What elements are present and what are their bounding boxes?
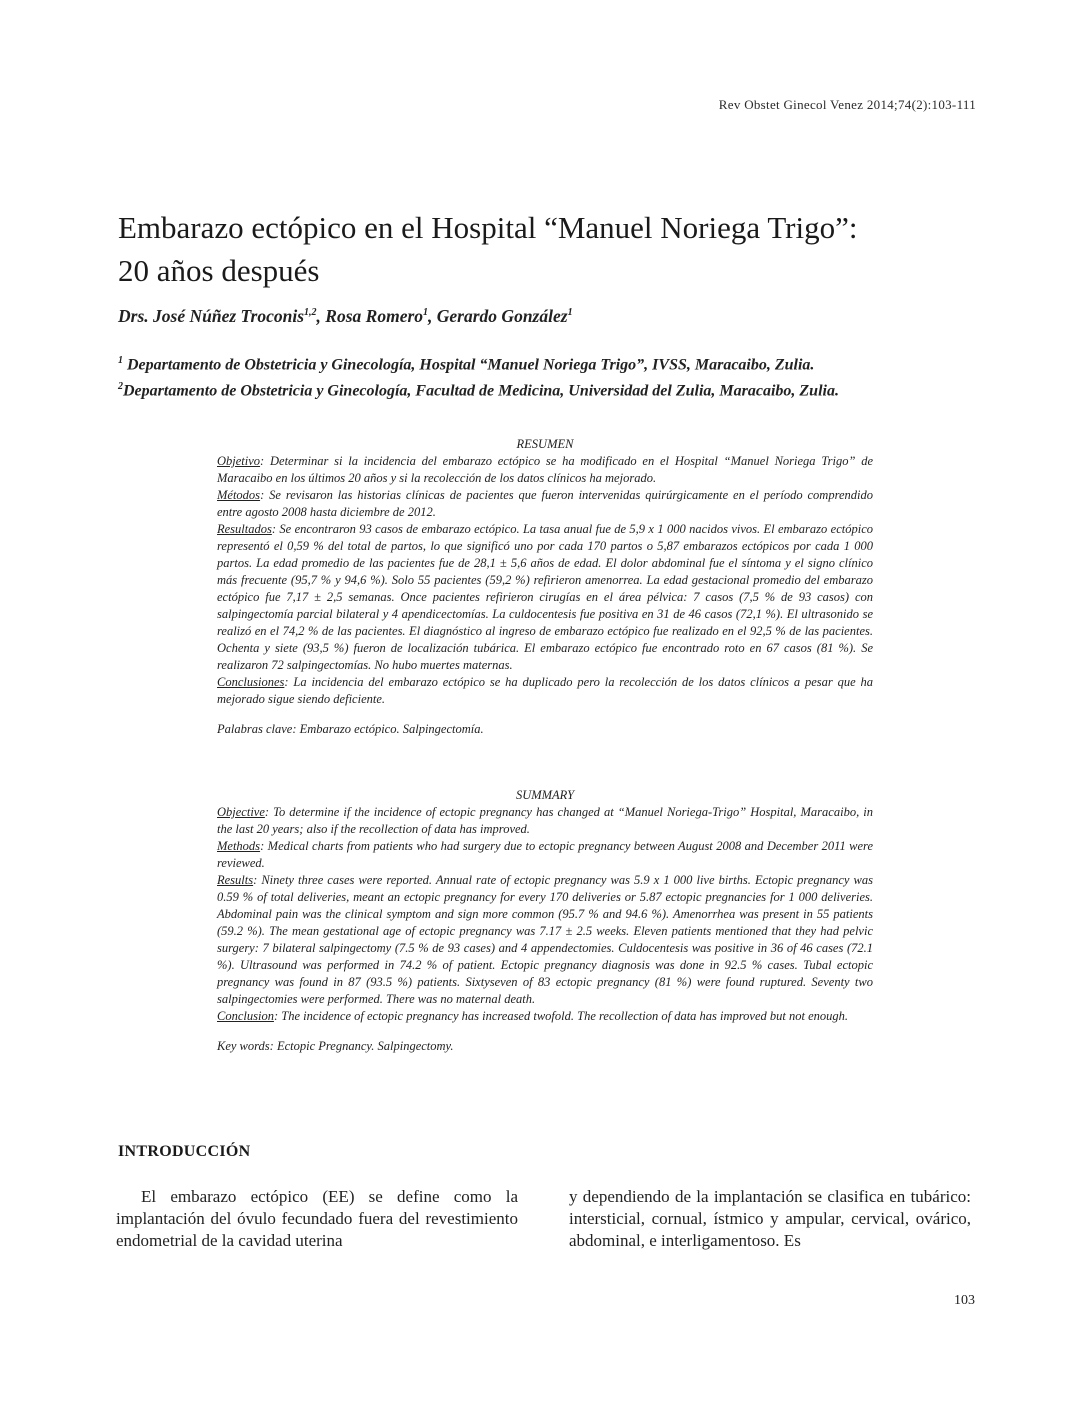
summary-block xyxy=(217,787,873,1055)
results-text: : Ninety three cases were reported. Annual rate of ectopic pregnancy was 5.9 x 1 000 live births. Ectopic pregnancy was 0.59 % of total deliveries, meant an ectopic pregnancy for every 170 deliveries or 5.87 ectopic pregnancies for 1 000 deliveries. Abdominal pain was the clinical symptom and sign more common (95.7 % and 94.6 %). Amenorrhea was present in 55 patients (59.2 %). The mean gestational age of ectopic pregnancy was 7.17 ± 2.5 weeks. Eleven patients mentioned that they had pelvic surgery: 7 bilateral salpingectomy (7.5 % de 93 cases) and 4 appendectomies. Culdocentesis was positive in 36 of 46 cases (72.1 %). Ultrasound was performed in 74.2 % of patient. Ectopic pregnancy diagnosis was done in 92.5 % cases. Tubal ectopic pregnancy was found in 87 (93.5 %) patients. Sixtyseven of 83 ectopic pregnancy (81 %) were found ruptured. Seventy two salpingectomies were performed. There was no maternal death. xyxy=(217,873,873,1006)
conclusiones-label: Conclusiones xyxy=(217,675,285,689)
resumen-metodos xyxy=(217,487,873,521)
title-line-1: Embarazo ectópico en el Hospital “Manuel Noriega Trigo”: xyxy=(118,210,858,245)
resumen-objetivo xyxy=(217,453,873,487)
author-2-affiliation-sup: 1 xyxy=(423,307,429,319)
metodos-label: Métodos xyxy=(217,488,261,502)
introduccion-heading: INTRODUCCIÓN xyxy=(118,1143,251,1160)
author-3-affiliation-sup: 1 xyxy=(567,307,573,319)
journal-reference: Rev Obstet Ginecol Venez 2014;74(2):103-111 xyxy=(718,97,976,112)
conclusiones-text: : La incidencia del embarazo ectópico se ha duplicado pero la recolección de los datos clínicos a pesar que ha mejorado sigue siendo deficiente. xyxy=(217,675,873,706)
summary-objective xyxy=(217,804,873,838)
objetivo-text: : Determinar si la incidencia del embarazo ectópico se ha modificado en el Hospital “Manuel Noriega Trigo” de Maracaibo en los últimos 20 años y si la recolección de los datos clínicos ha mejorado. xyxy=(217,454,873,485)
resumen-block xyxy=(217,436,873,738)
resultados-text: : Se encontraron 93 casos de embarazo ectópico. La tasa anual fue de 5,9 x 1 000 nacidos vivos. El embarazo ectópico representó el 0,59 % del total de partos, lo que significó uno por cada 170 partos o 5,87 embarazos ectópicos por cada 1 000 partos. La edad promedio de las pacientes fue de 28,1 ± 5,6 años de edad. El dolor abdominal fue el síntoma y el signo clínico más frecuente (95,7 % y 94,6 %). Solo 55 pacientes (59,2 %) refirieron amenorrea. La edad gestacional promedio del embarazo ectópico fue 7,17 ± 2,5 semanas. Once pacientes refirieron cirugías en el área pélvica: 7 casos (7,5 % de 93 casos) con salpingectomía parcial bilateral y 4 apendicectomías. La culdocentesis fue positiva en 31 de 46 casos (72,1 %). El ultrasonido se realizó en el 74,2 % de las pacientes. El diagnóstico al ingreso de embarazo ectópico fue realizado en el 92,5 % de las pacientes. Ochenta y siete (93,5 %) fueron de localización tubárica. El embarazo ectópico fue encontrado roto en 67 casos (81 %). Se realizaron 72 salpingectomías. No hubo muertes maternas. xyxy=(217,522,873,672)
affiliation-1-sup: 1 xyxy=(118,355,123,366)
summary-results xyxy=(217,872,873,1008)
intro-paragraph-right: y dependiendo de la implantación se clasifica en tubárico: intersticial, cornual, ístmico y ampular, cervical, ovárico, abdominal, e interligamentoso. Es xyxy=(569,1187,971,1250)
conclusion-label: Conclusion xyxy=(217,1009,274,1023)
body-column-left xyxy=(116,1186,518,1252)
resumen-resultados xyxy=(217,521,873,674)
affiliation-2-text: Departamento de Obstetricia y Ginecología, Facultad de Medicina, Universidad del Zulia, Maracaibo, Zulia. xyxy=(123,382,839,400)
author-1-affiliation-sup: 1,2 xyxy=(304,307,317,319)
resumen-conclusiones xyxy=(217,674,873,708)
page-number: 103 xyxy=(954,1293,975,1308)
summary-methods xyxy=(217,838,873,872)
results-label: Results xyxy=(217,873,254,887)
author-1: Drs. José Núñez Troconis xyxy=(118,306,305,326)
summary-heading: SUMMARY xyxy=(515,788,575,802)
objetivo-label: Objetivo xyxy=(217,454,261,468)
author-list xyxy=(118,306,998,327)
resumen-heading: RESUMEN xyxy=(516,437,574,451)
conclusion-text: : The incidence of ectopic pregnancy has increased twofold. The recollection of data has improved but not enough. xyxy=(273,1009,849,1023)
intro-paragraph-left: El embarazo ectópico (EE) se define como la implantación del óvulo fecundado fuera del revestimiento endometrial de la cavidad uterina xyxy=(116,1187,518,1250)
objective-text: : To determine if the incidence of ectopic pregnancy has changed at “Manuel Noriega-Trigo” Hospital, Maracaibo, in the last 20 years; also if the recollection of data has improved. xyxy=(217,805,873,836)
objective-label: Objective xyxy=(217,805,265,819)
metodos-text: : Se revisaron las historias clínicas de pacientes que fueron intervenidas quirúrgicamente en el período comprendido entre agosto 2008 hasta diciembre de 2012. xyxy=(217,488,873,519)
affiliation-1 xyxy=(118,355,998,374)
key-words: Key words: Ectopic Pregnancy. Salpingectomy. xyxy=(217,1039,454,1053)
methods-text: : Medical charts from patients who had surgery due to ectopic pregnancy between August 2008 and December 2011 were reviewed. xyxy=(217,839,873,870)
author-3: , Gerardo González xyxy=(428,306,568,326)
article-title xyxy=(118,206,998,292)
title-line-2: 20 años después xyxy=(118,253,320,288)
affiliation-2-sup: 2 xyxy=(118,381,123,392)
author-2: , Rosa Romero xyxy=(316,306,424,326)
resultados-label: Resultados xyxy=(217,522,272,536)
summary-conclusion xyxy=(217,1008,873,1025)
body-column-right xyxy=(569,1186,971,1252)
methods-label: Methods xyxy=(217,839,261,853)
palabras-clave: Palabras clave: Embarazo ectópico. Salpingectomía. xyxy=(217,722,484,736)
affiliation-1-text: Departamento de Obstetricia y Ginecología, Hospital “Manuel Noriega Trigo”, IVSS, Maracaibo, Zulia. xyxy=(123,356,815,374)
affiliation-2 xyxy=(118,381,998,400)
